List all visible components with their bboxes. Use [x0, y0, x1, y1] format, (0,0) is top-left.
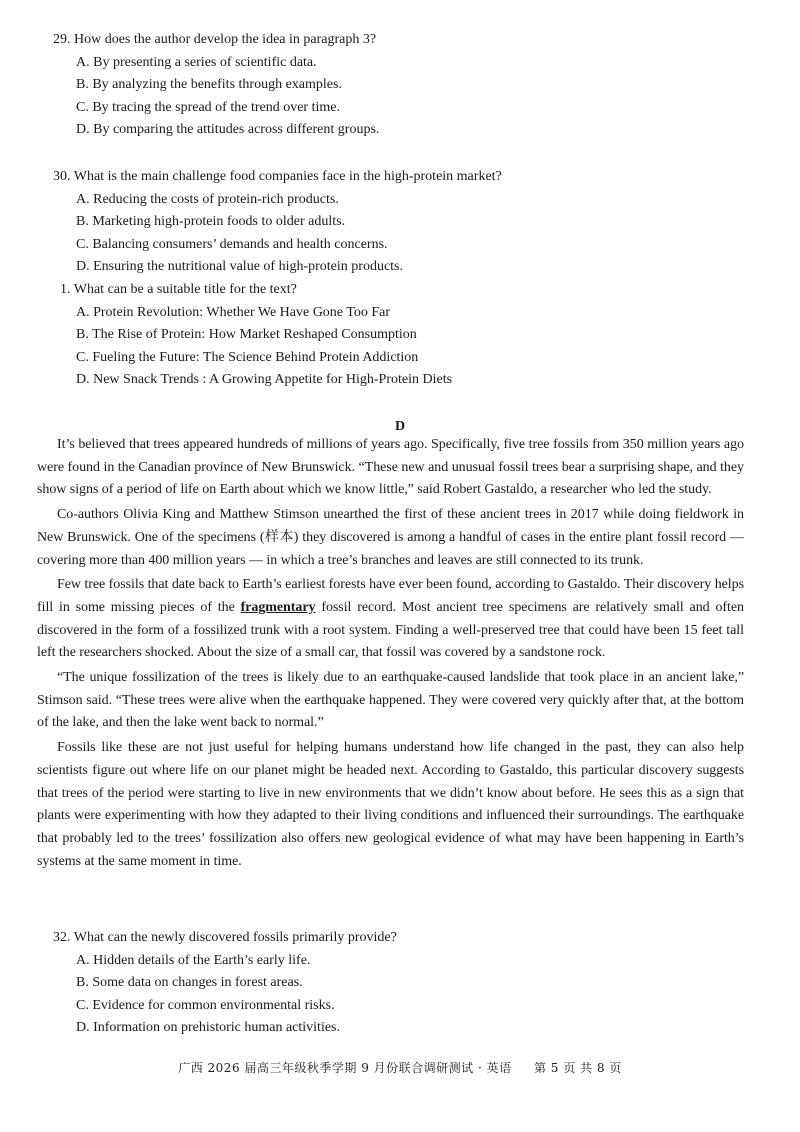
question-number: 30.: [53, 169, 71, 184]
option-c: C. Balancing consumers’ demands and health concerns.: [76, 236, 388, 252]
option-b: B. Some data on changes in forest areas.: [76, 975, 303, 990]
passage-paragraph-4: “The unique fossilization of the trees is likely due to an earthquake-caused landslide that took place in an ancient lake,” Stimson said. “These trees were alive when the earthquake happened. They were covered very quickly after that, at the bottom of the lake, and then the lake went back to normal.”: [37, 670, 744, 731]
page-footer: [0, 1059, 800, 1076]
paragraph-text: fossil record. Most ancient tree specimens are relatively small and often discovered in the form of a fossilized trunk with a root system. Finding a well-preserved tree that could have been 15 feet tall left the researchers shocked. About the size of a small car, that fossil was covered by a sandstone rock.: [37, 599, 744, 661]
question-30: [53, 166, 753, 279]
question-text: What can be a suitable title for the text?: [73, 282, 297, 297]
passage-paragraph-2: Co-authors Olivia King and Matthew Stimson unearthed the first of these ancient trees in 2017 while doing fieldwork in New Brunswick. One of the specimens (样本) they discovered is among a handful of cases in the entire plant fossil record — covering more than 400 million years — in which a tree’s branches and leaves are still connected to its trunk.: [37, 507, 744, 568]
option-a: A. By presenting a series of scientific data.: [76, 54, 317, 70]
passage-paragraph-5: Fossils like these are not just useful for helping humans understand how life changed in the past, they can also help scientists figure out where life on our planet might be headed next. According to Gastaldo, this particular discovery suggests that trees of the period were starting to live in new environments that we didn’t know about before. He sees this as a sign that plants were experimenting with how they adapted to their living conditions and influenced their surroundings. The earthquake that probably led to the trees’ fossilization also offers new geological evidence of what may have been happening in Earth’s systems at the same moment in time.: [37, 740, 744, 869]
question-31: [60, 279, 760, 392]
question-text: What can the newly discovered fossils primarily provide?: [73, 930, 397, 945]
question-32: [53, 927, 753, 1040]
paragraph-text: Few tree fossils that date back to Earth’s earliest forests have ever been found, according to Gastaldo. Their discovery helps fill in some missing pieces of the: [37, 577, 744, 615]
question-number: 32.: [53, 930, 71, 945]
underlined-word: fragmentary: [240, 599, 316, 615]
question-stem: [53, 927, 753, 950]
passage-paragraph-3: [37, 574, 744, 665]
question-number: 29.: [53, 32, 71, 47]
question-text: How does the author develop the idea in paragraph 3?: [74, 32, 377, 47]
option-a: A. Reducing the costs of protein-rich products.: [76, 191, 339, 207]
option-c: C. By tracing the spread of the trend over time.: [76, 99, 340, 115]
option-c: C. Evidence for common environmental risks.: [76, 997, 335, 1013]
page-number: 第 5 页 共 8 页: [533, 1061, 622, 1075]
question-stem: [53, 166, 753, 189]
option-b: B. The Rise of Protein: How Market Reshaped Consumption: [76, 327, 417, 342]
option-b: B. By analyzing the benefits through examples.: [76, 77, 342, 92]
option-d: D. New Snack Trends : A Growing Appetite for High-Protein Diets: [76, 372, 453, 387]
option-a: A. Protein Revolution: Whether We Have Gone Too Far: [76, 304, 391, 320]
passage-paragraph-1: It’s believed that trees appeared hundreds of millions of years ago. Specifically, five tree fossils from 350 million years ago were found in the Canadian province of New Brunswick. “These new and unusual fossil trees bear a surprising shape, and they show signs of a period of life on Earth about which we know little,” said Robert Gastaldo, a researcher who led the study.: [37, 437, 744, 498]
question-stem: [53, 29, 753, 52]
question-number: 1.: [60, 282, 71, 297]
exam-title: 广西 2026 届高三年级秋季学期 9 月份联合调研测试 · 英语: [178, 1061, 512, 1075]
option-c: C. Fueling the Future: The Science Behind Protein Addiction: [76, 349, 419, 365]
option-b: B. Marketing high-protein foods to older adults.: [76, 214, 346, 229]
option-d: D. Information on prehistoric human activities.: [76, 1020, 340, 1035]
option-d: D. By comparing the attitudes across different groups.: [76, 122, 380, 137]
reading-passage: [37, 434, 744, 873]
question-text: What is the main challenge food companies face in the high-protein market?: [73, 169, 502, 184]
section-title: D: [394, 419, 406, 434]
question-stem: [60, 279, 760, 302]
option-d: D. Ensuring the nutritional value of high-protein products.: [76, 259, 403, 274]
question-29: [53, 29, 753, 142]
option-a: A. Hidden details of the Earth’s early life.: [76, 952, 311, 968]
